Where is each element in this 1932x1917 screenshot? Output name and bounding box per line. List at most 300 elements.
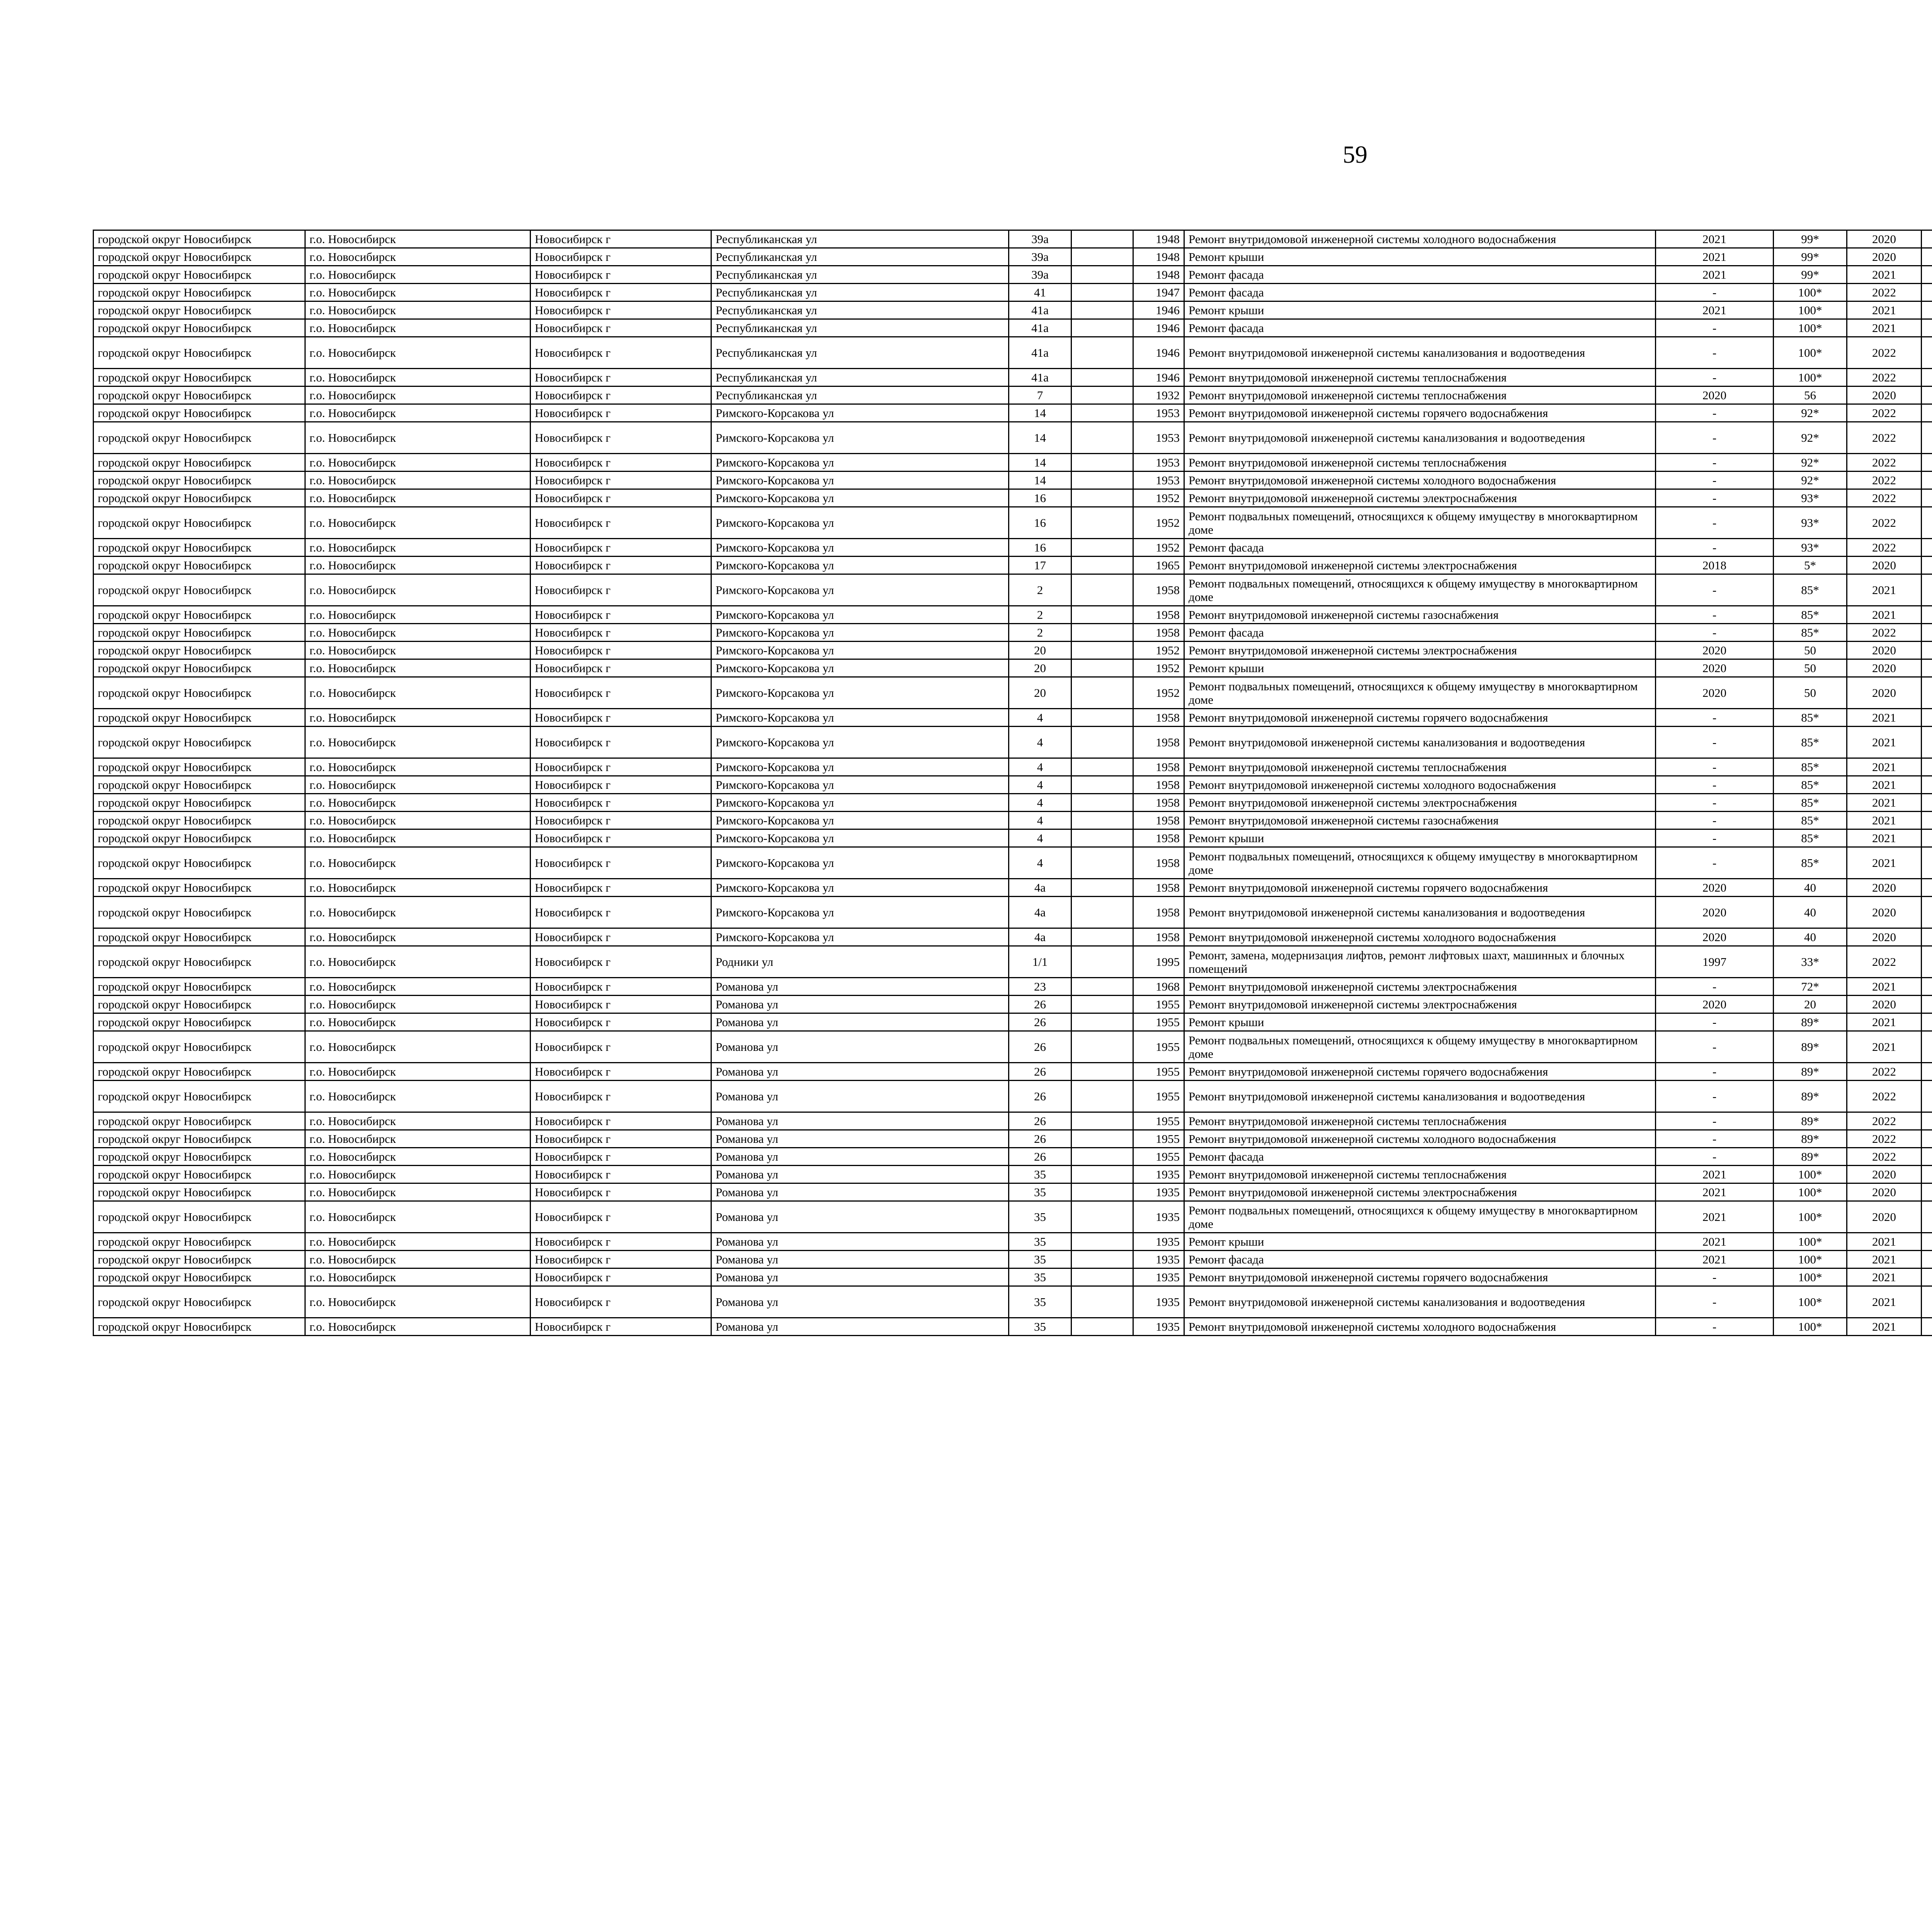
build-year-cell: 1955	[1133, 1013, 1184, 1031]
work-type-cell: Ремонт внутридомовой инженерной системы электроснабжения	[1184, 794, 1656, 812]
build-year-cell: 1995	[1133, 946, 1184, 978]
plan-start-year-cell: 2022	[1847, 1148, 1922, 1166]
build-year-cell: 1932	[1133, 386, 1184, 404]
build-year-cell: 1958	[1133, 794, 1184, 812]
plan-end-year-cell	[1922, 489, 1932, 507]
municipality-cell: городской округ Новосибирск	[94, 1031, 305, 1063]
plan-end-year-cell	[1922, 1148, 1932, 1166]
building-cell	[1071, 879, 1133, 897]
locality-cell: Новосибирск г	[531, 266, 711, 284]
wear-percent-cell: 99*	[1774, 266, 1847, 284]
settlement-cell: г.о. Новосибирск	[305, 776, 531, 794]
municipality-cell: городской округ Новосибирск	[94, 337, 305, 369]
last-repair-year-cell: -	[1656, 369, 1774, 386]
plan-start-year-cell: 2021	[1847, 606, 1922, 624]
street-cell: Римского-Корсакова ул	[711, 879, 1009, 897]
plan-start-year-cell: 2020	[1847, 928, 1922, 946]
last-repair-year-cell: -	[1656, 1148, 1774, 1166]
building-cell	[1071, 507, 1133, 539]
locality-cell: Новосибирск г	[531, 606, 711, 624]
street-cell: Республиканская ул	[711, 319, 1009, 337]
last-repair-year-cell: 2020	[1656, 879, 1774, 897]
locality-cell: Новосибирск г	[531, 727, 711, 758]
work-type-cell: Ремонт внутридомовой инженерной системы канализования и водоотведения	[1184, 422, 1656, 454]
house-number-cell: 4а	[1009, 879, 1071, 897]
work-type-cell: Ремонт внутридомовой инженерной системы теплоснабжения	[1184, 386, 1656, 404]
settlement-cell: г.о. Новосибирск	[305, 489, 531, 507]
table-row	[94, 1268, 1932, 1286]
municipality-cell: городской округ Новосибирск	[94, 1183, 305, 1201]
plan-end-year-cell	[1922, 709, 1932, 727]
plan-start-year-cell: 2021	[1847, 1031, 1922, 1063]
plan-start-year-cell: 2021	[1847, 709, 1922, 727]
plan-end-year-cell	[1922, 996, 1932, 1013]
build-year-cell: 1958	[1133, 879, 1184, 897]
wear-percent-cell: 85*	[1774, 624, 1847, 642]
locality-cell: Новосибирск г	[531, 1031, 711, 1063]
settlement-cell: г.о. Новосибирск	[305, 1286, 531, 1318]
building-cell	[1071, 422, 1133, 454]
wear-percent-cell: 92*	[1774, 404, 1847, 422]
last-repair-year-cell: 2020	[1656, 642, 1774, 659]
settlement-cell: г.о. Новосибирск	[305, 230, 531, 248]
locality-cell: Новосибирск г	[531, 539, 711, 557]
locality-cell: Новосибирск г	[531, 709, 711, 727]
plan-start-year-cell: 2022	[1847, 337, 1922, 369]
plan-start-year-cell: 2020	[1847, 557, 1922, 574]
build-year-cell: 1952	[1133, 539, 1184, 557]
settlement-cell: г.о. Новосибирск	[305, 812, 531, 829]
street-cell: Романова ул	[711, 1081, 1009, 1112]
work-type-cell: Ремонт крыши	[1184, 1233, 1656, 1251]
settlement-cell: г.о. Новосибирск	[305, 1268, 531, 1286]
table-row	[94, 422, 1932, 454]
house-number-cell: 4а	[1009, 897, 1071, 928]
municipality-cell: городской округ Новосибирск	[94, 1318, 305, 1336]
settlement-cell: г.о. Новосибирск	[305, 1063, 531, 1081]
locality-cell: Новосибирск г	[531, 557, 711, 574]
building-cell	[1071, 776, 1133, 794]
build-year-cell: 1935	[1133, 1233, 1184, 1251]
work-type-cell: Ремонт подвальных помещений, относящихся к общему имуществу в многоквартирном доме	[1184, 574, 1656, 606]
build-year-cell: 1958	[1133, 624, 1184, 642]
plan-end-year-cell	[1922, 624, 1932, 642]
plan-end-year-cell	[1922, 472, 1932, 489]
plan-start-year-cell: 2021	[1847, 978, 1922, 996]
settlement-cell: г.о. Новосибирск	[305, 574, 531, 606]
wear-percent-cell: 89*	[1774, 1130, 1847, 1148]
plan-end-year-cell	[1922, 897, 1932, 928]
wear-percent-cell: 85*	[1774, 574, 1847, 606]
plan-end-year-cell	[1922, 659, 1932, 677]
last-repair-year-cell: 2020	[1656, 897, 1774, 928]
plan-end-year-cell	[1922, 301, 1932, 319]
municipality-cell: городской округ Новосибирск	[94, 1063, 305, 1081]
build-year-cell: 1953	[1133, 422, 1184, 454]
wear-percent-cell: 85*	[1774, 847, 1847, 879]
table-row	[94, 677, 1932, 709]
locality-cell: Новосибирск г	[531, 284, 711, 301]
street-cell: Римского-Корсакова ул	[711, 539, 1009, 557]
plan-end-year-cell	[1922, 319, 1932, 337]
settlement-cell: г.о. Новосибирск	[305, 284, 531, 301]
settlement-cell: г.о. Новосибирск	[305, 758, 531, 776]
settlement-cell: г.о. Новосибирск	[305, 829, 531, 847]
municipality-cell: городской округ Новосибирск	[94, 879, 305, 897]
plan-end-year-cell	[1922, 507, 1932, 539]
settlement-cell: г.о. Новосибирск	[305, 337, 531, 369]
settlement-cell: г.о. Новосибирск	[305, 319, 531, 337]
street-cell: Республиканская ул	[711, 337, 1009, 369]
building-cell	[1071, 1112, 1133, 1130]
municipality-cell: городской округ Новосибирск	[94, 606, 305, 624]
last-repair-year-cell: 2021	[1656, 1201, 1774, 1233]
work-type-cell: Ремонт фасада	[1184, 624, 1656, 642]
table-row	[94, 539, 1932, 557]
locality-cell: Новосибирск г	[531, 248, 711, 266]
municipality-cell: городской округ Новосибирск	[94, 301, 305, 319]
settlement-cell: г.о. Новосибирск	[305, 642, 531, 659]
work-type-cell: Ремонт подвальных помещений, относящихся к общему имуществу в многоквартирном доме	[1184, 507, 1656, 539]
plan-end-year-cell	[1922, 266, 1932, 284]
locality-cell: Новосибирск г	[531, 1112, 711, 1130]
plan-start-year-cell: 2022	[1847, 624, 1922, 642]
house-number-cell: 1/1	[1009, 946, 1071, 978]
house-number-cell: 35	[1009, 1166, 1071, 1183]
last-repair-year-cell: 2020	[1656, 386, 1774, 404]
work-type-cell: Ремонт внутридомовой инженерной системы горячего водоснабжения	[1184, 709, 1656, 727]
municipality-cell: городской округ Новосибирск	[94, 1081, 305, 1112]
last-repair-year-cell: -	[1656, 776, 1774, 794]
municipality-cell: городской округ Новосибирск	[94, 574, 305, 606]
wear-percent-cell: 72*	[1774, 978, 1847, 996]
last-repair-year-cell: -	[1656, 489, 1774, 507]
building-cell	[1071, 996, 1133, 1013]
street-cell: Римского-Корсакова ул	[711, 507, 1009, 539]
wear-percent-cell: 100*	[1774, 319, 1847, 337]
last-repair-year-cell: -	[1656, 319, 1774, 337]
build-year-cell: 1952	[1133, 642, 1184, 659]
settlement-cell: г.о. Новосибирск	[305, 1031, 531, 1063]
plan-end-year-cell	[1922, 284, 1932, 301]
plan-end-year-cell	[1922, 539, 1932, 557]
plan-start-year-cell: 2020	[1847, 659, 1922, 677]
locality-cell: Новосибирск г	[531, 369, 711, 386]
build-year-cell: 1947	[1133, 284, 1184, 301]
last-repair-year-cell: -	[1656, 1130, 1774, 1148]
street-cell: Романова ул	[711, 1286, 1009, 1318]
wear-percent-cell: 56	[1774, 386, 1847, 404]
building-cell	[1071, 812, 1133, 829]
settlement-cell: г.о. Новосибирск	[305, 386, 531, 404]
municipality-cell: городской округ Новосибирск	[94, 454, 305, 472]
plan-end-year-cell	[1922, 1013, 1932, 1031]
last-repair-year-cell: -	[1656, 606, 1774, 624]
build-year-cell: 1948	[1133, 266, 1184, 284]
street-cell: Романова ул	[711, 1183, 1009, 1201]
plan-start-year-cell: 2022	[1847, 507, 1922, 539]
build-year-cell: 1935	[1133, 1201, 1184, 1233]
street-cell: Романова ул	[711, 1130, 1009, 1148]
building-cell	[1071, 337, 1133, 369]
settlement-cell: г.о. Новосибирск	[305, 1081, 531, 1112]
street-cell: Римского-Корсакова ул	[711, 404, 1009, 422]
locality-cell: Новосибирск г	[531, 574, 711, 606]
street-cell: Романова ул	[711, 1201, 1009, 1233]
house-number-cell: 4	[1009, 829, 1071, 847]
municipality-cell: городской округ Новосибирск	[94, 677, 305, 709]
house-number-cell: 41а	[1009, 369, 1071, 386]
last-repair-year-cell: 2021	[1656, 266, 1774, 284]
street-cell: Республиканская ул	[711, 369, 1009, 386]
municipality-cell: городской округ Новосибирск	[94, 812, 305, 829]
building-cell	[1071, 928, 1133, 946]
street-cell: Римского-Корсакова ул	[711, 794, 1009, 812]
wear-percent-cell: 85*	[1774, 709, 1847, 727]
work-type-cell: Ремонт крыши	[1184, 1013, 1656, 1031]
municipality-cell: городской округ Новосибирск	[94, 489, 305, 507]
settlement-cell: г.о. Новосибирск	[305, 794, 531, 812]
plan-end-year-cell	[1922, 1251, 1932, 1268]
building-cell	[1071, 248, 1133, 266]
settlement-cell: г.о. Новосибирск	[305, 422, 531, 454]
work-type-cell: Ремонт подвальных помещений, относящихся к общему имуществу в многоквартирном доме	[1184, 847, 1656, 879]
house-number-cell: 41а	[1009, 319, 1071, 337]
wear-percent-cell: 85*	[1774, 727, 1847, 758]
locality-cell: Новосибирск г	[531, 677, 711, 709]
work-type-cell: Ремонт внутридомовой инженерной системы газоснабжения	[1184, 606, 1656, 624]
last-repair-year-cell: 2020	[1656, 677, 1774, 709]
build-year-cell: 1968	[1133, 978, 1184, 996]
building-cell	[1071, 1148, 1133, 1166]
house-number-cell: 20	[1009, 677, 1071, 709]
settlement-cell: г.о. Новосибирск	[305, 897, 531, 928]
locality-cell: Новосибирск г	[531, 776, 711, 794]
work-type-cell: Ремонт крыши	[1184, 248, 1656, 266]
building-cell	[1071, 624, 1133, 642]
work-type-cell: Ремонт внутридомовой инженерной системы канализования и водоотведения	[1184, 897, 1656, 928]
municipality-cell: городской округ Новосибирск	[94, 897, 305, 928]
build-year-cell: 1948	[1133, 230, 1184, 248]
house-number-cell: 35	[1009, 1268, 1071, 1286]
locality-cell: Новосибирск г	[531, 472, 711, 489]
building-cell	[1071, 472, 1133, 489]
plan-end-year-cell	[1922, 1183, 1932, 1201]
build-year-cell: 1958	[1133, 758, 1184, 776]
last-repair-year-cell: -	[1656, 422, 1774, 454]
locality-cell: Новосибирск г	[531, 507, 711, 539]
municipality-cell: городской округ Новосибирск	[94, 284, 305, 301]
locality-cell: Новосибирск г	[531, 794, 711, 812]
plan-start-year-cell: 2021	[1847, 1233, 1922, 1251]
plan-start-year-cell: 2020	[1847, 230, 1922, 248]
settlement-cell: г.о. Новосибирск	[305, 1166, 531, 1183]
table-row	[94, 1318, 1932, 1336]
plan-start-year-cell: 2022	[1847, 404, 1922, 422]
building-cell	[1071, 946, 1133, 978]
settlement-cell: г.о. Новосибирск	[305, 709, 531, 727]
table-row	[94, 284, 1932, 301]
plan-start-year-cell: 2021	[1847, 1318, 1922, 1336]
work-type-cell: Ремонт внутридомовой инженерной системы электроснабжения	[1184, 642, 1656, 659]
municipality-cell: городской округ Новосибирск	[94, 946, 305, 978]
settlement-cell: г.о. Новосибирск	[305, 454, 531, 472]
last-repair-year-cell: -	[1656, 709, 1774, 727]
wear-percent-cell: 93*	[1774, 489, 1847, 507]
build-year-cell: 1955	[1133, 996, 1184, 1013]
table-row	[94, 978, 1932, 996]
municipality-cell: городской округ Новосибирск	[94, 404, 305, 422]
wear-percent-cell: 100*	[1774, 337, 1847, 369]
last-repair-year-cell: -	[1656, 794, 1774, 812]
house-number-cell: 41а	[1009, 337, 1071, 369]
wear-percent-cell: 92*	[1774, 454, 1847, 472]
settlement-cell: г.о. Новосибирск	[305, 1233, 531, 1251]
municipality-cell: городской округ Новосибирск	[94, 369, 305, 386]
last-repair-year-cell: -	[1656, 829, 1774, 847]
house-number-cell: 39а	[1009, 230, 1071, 248]
house-number-cell: 2	[1009, 574, 1071, 606]
table-row	[94, 897, 1932, 928]
work-type-cell: Ремонт внутридомовой инженерной системы теплоснабжения	[1184, 454, 1656, 472]
house-number-cell: 26	[1009, 1013, 1071, 1031]
plan-end-year-cell	[1922, 758, 1932, 776]
house-number-cell: 7	[1009, 386, 1071, 404]
plan-start-year-cell: 2022	[1847, 1112, 1922, 1130]
street-cell: Романова ул	[711, 1268, 1009, 1286]
build-year-cell: 1946	[1133, 369, 1184, 386]
house-number-cell: 4	[1009, 794, 1071, 812]
table-row	[94, 946, 1932, 978]
house-number-cell: 14	[1009, 454, 1071, 472]
settlement-cell: г.о. Новосибирск	[305, 404, 531, 422]
build-year-cell: 1955	[1133, 1112, 1184, 1130]
table-row	[94, 1031, 1932, 1063]
municipality-cell: городской округ Новосибирск	[94, 557, 305, 574]
municipality-cell: городской округ Новосибирск	[94, 1148, 305, 1166]
page-number: 59	[1343, 141, 1367, 168]
house-number-cell: 14	[1009, 422, 1071, 454]
build-year-cell: 1958	[1133, 606, 1184, 624]
house-number-cell: 20	[1009, 659, 1071, 677]
table-row	[94, 1130, 1932, 1148]
work-type-cell: Ремонт внутридомовой инженерной системы электроснабжения	[1184, 557, 1656, 574]
locality-cell: Новосибирск г	[531, 812, 711, 829]
last-repair-year-cell: -	[1656, 472, 1774, 489]
build-year-cell: 1946	[1133, 301, 1184, 319]
building-cell	[1071, 1081, 1133, 1112]
work-type-cell: Ремонт внутридомовой инженерной системы горячего водоснабжения	[1184, 1063, 1656, 1081]
build-year-cell: 1952	[1133, 677, 1184, 709]
house-number-cell: 26	[1009, 1112, 1071, 1130]
wear-percent-cell: 93*	[1774, 507, 1847, 539]
settlement-cell: г.о. Новосибирск	[305, 1183, 531, 1201]
work-type-cell: Ремонт, замена, модернизация лифтов, ремонт лифтовых шахт, машинных и блочных помещений	[1184, 946, 1656, 978]
municipality-cell: городской округ Новосибирск	[94, 539, 305, 557]
street-cell: Романова ул	[711, 1063, 1009, 1081]
building-cell	[1071, 897, 1133, 928]
table-row	[94, 1063, 1932, 1081]
last-repair-year-cell: -	[1656, 1081, 1774, 1112]
table-row	[94, 1183, 1932, 1201]
wear-percent-cell: 100*	[1774, 1201, 1847, 1233]
plan-end-year-cell	[1922, 1318, 1932, 1336]
work-type-cell: Ремонт подвальных помещений, относящихся к общему имуществу в многоквартирном доме	[1184, 677, 1656, 709]
plan-start-year-cell: 2021	[1847, 727, 1922, 758]
house-number-cell: 4	[1009, 812, 1071, 829]
street-cell: Римского-Корсакова ул	[711, 758, 1009, 776]
last-repair-year-cell: -	[1656, 1063, 1774, 1081]
plan-end-year-cell	[1922, 1081, 1932, 1112]
build-year-cell: 1958	[1133, 776, 1184, 794]
table-row	[94, 248, 1932, 266]
house-number-cell: 14	[1009, 404, 1071, 422]
last-repair-year-cell: -	[1656, 758, 1774, 776]
build-year-cell: 1946	[1133, 319, 1184, 337]
plan-end-year-cell	[1922, 454, 1932, 472]
locality-cell: Новосибирск г	[531, 1063, 711, 1081]
table-row	[94, 472, 1932, 489]
locality-cell: Новосибирск г	[531, 1166, 711, 1183]
work-type-cell: Ремонт внутридомовой инженерной системы канализования и водоотведения	[1184, 1286, 1656, 1318]
build-year-cell: 1953	[1133, 454, 1184, 472]
work-type-cell: Ремонт внутридомовой инженерной системы горячего водоснабжения	[1184, 1268, 1656, 1286]
municipality-cell: городской округ Новосибирск	[94, 1233, 305, 1251]
settlement-cell: г.о. Новосибирск	[305, 472, 531, 489]
house-number-cell: 39а	[1009, 266, 1071, 284]
table-row	[94, 337, 1932, 369]
municipality-cell: городской округ Новосибирск	[94, 829, 305, 847]
plan-start-year-cell: 2022	[1847, 422, 1922, 454]
plan-end-year-cell	[1922, 794, 1932, 812]
municipality-cell: городской округ Новосибирск	[94, 709, 305, 727]
wear-percent-cell: 89*	[1774, 1148, 1847, 1166]
building-cell	[1071, 847, 1133, 879]
settlement-cell: г.о. Новосибирск	[305, 1130, 531, 1148]
wear-percent-cell: 89*	[1774, 1013, 1847, 1031]
wear-percent-cell: 100*	[1774, 1251, 1847, 1268]
house-number-cell: 35	[1009, 1318, 1071, 1336]
table-row	[94, 928, 1932, 946]
plan-start-year-cell: 2021	[1847, 1251, 1922, 1268]
wear-percent-cell: 99*	[1774, 248, 1847, 266]
plan-start-year-cell: 2020	[1847, 897, 1922, 928]
wear-percent-cell: 40	[1774, 879, 1847, 897]
plan-end-year-cell	[1922, 1112, 1932, 1130]
house-number-cell: 16	[1009, 489, 1071, 507]
work-type-cell: Ремонт фасада	[1184, 284, 1656, 301]
build-year-cell: 1958	[1133, 897, 1184, 928]
last-repair-year-cell: -	[1656, 978, 1774, 996]
municipality-cell: городской округ Новосибирск	[94, 928, 305, 946]
table-row	[94, 659, 1932, 677]
locality-cell: Новосибирск г	[531, 996, 711, 1013]
municipality-cell: городской округ Новосибирск	[94, 1166, 305, 1183]
house-number-cell: 26	[1009, 1081, 1071, 1112]
wear-percent-cell: 85*	[1774, 794, 1847, 812]
work-type-cell: Ремонт крыши	[1184, 659, 1656, 677]
wear-percent-cell: 93*	[1774, 539, 1847, 557]
build-year-cell: 1955	[1133, 1130, 1184, 1148]
locality-cell: Новосибирск г	[531, 758, 711, 776]
last-repair-year-cell: -	[1656, 1112, 1774, 1130]
building-cell	[1071, 829, 1133, 847]
plan-start-year-cell: 2022	[1847, 539, 1922, 557]
settlement-cell: г.о. Новосибирск	[305, 248, 531, 266]
house-number-cell: 35	[1009, 1251, 1071, 1268]
house-number-cell: 14	[1009, 472, 1071, 489]
work-type-cell: Ремонт фасада	[1184, 539, 1656, 557]
